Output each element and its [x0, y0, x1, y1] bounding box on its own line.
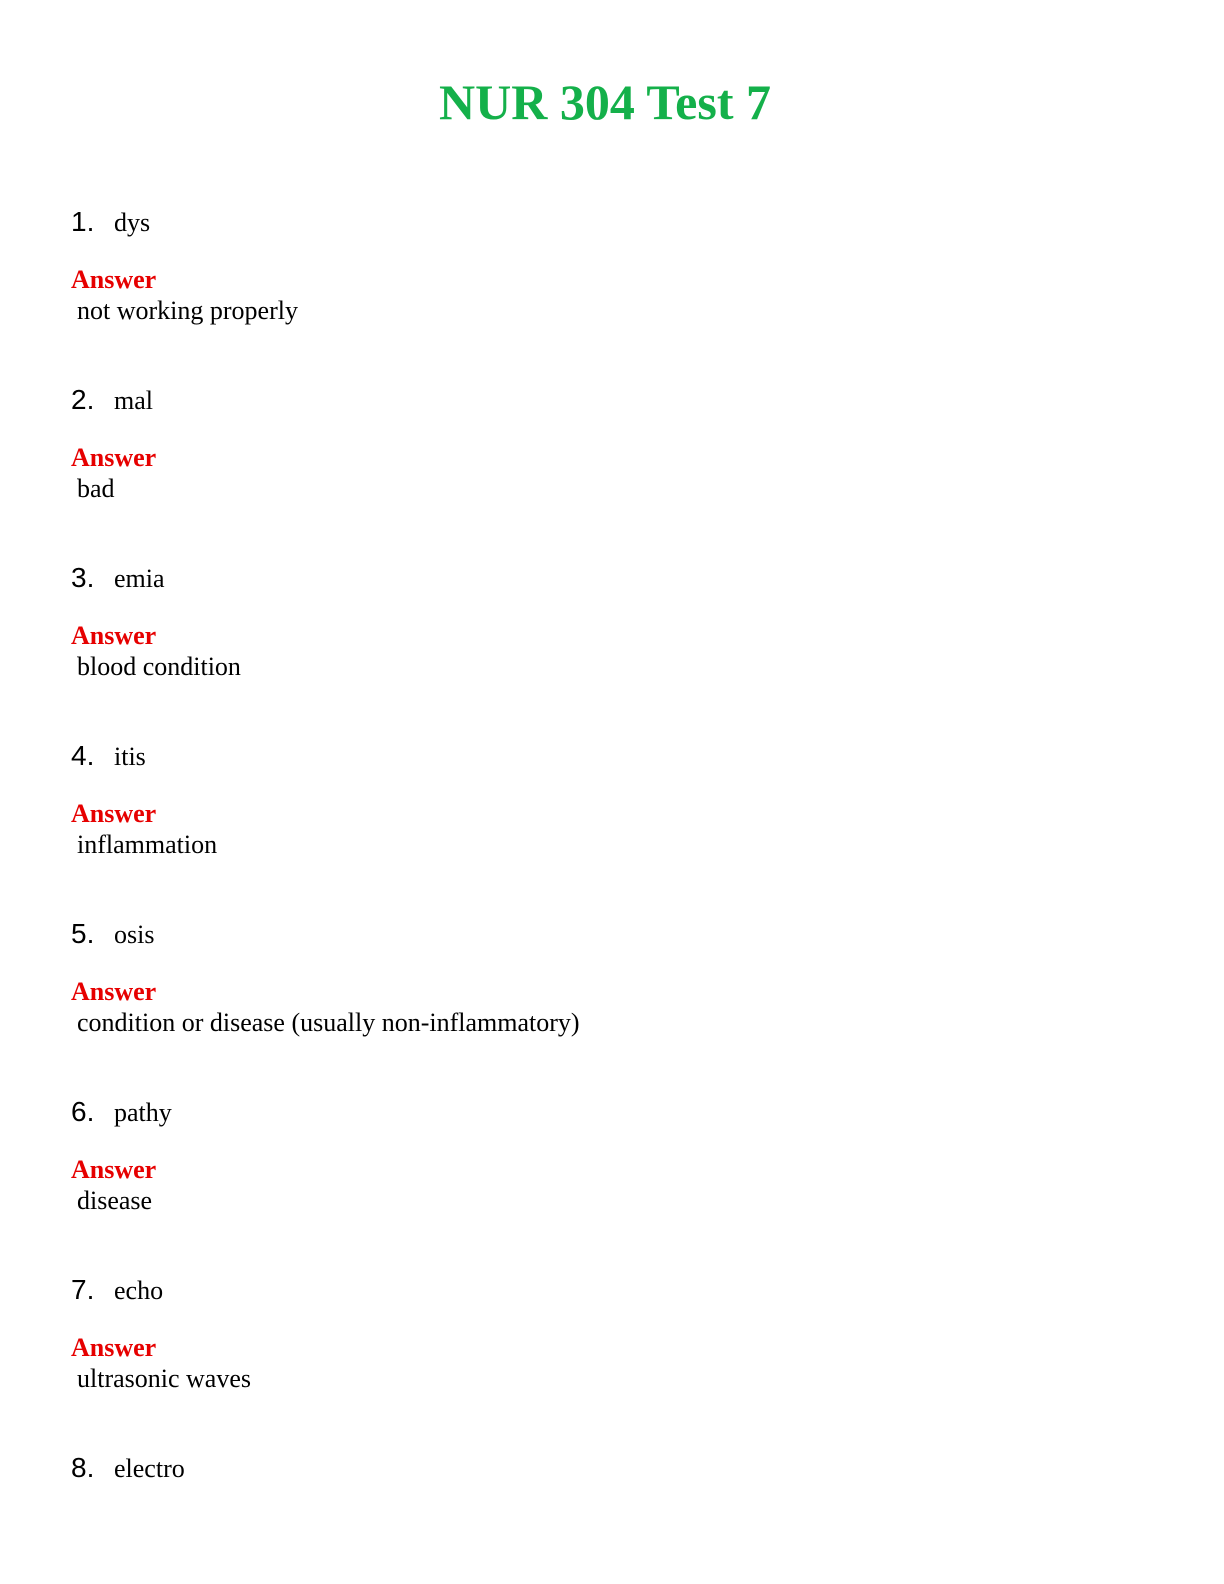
- question-number: 7.: [71, 1274, 95, 1305]
- question-line: [71, 736, 1171, 776]
- question-number: 8.: [71, 1452, 95, 1483]
- question-term: dys: [114, 208, 151, 237]
- question-item-2: [71, 380, 1171, 505]
- question-term: mal: [114, 386, 153, 415]
- question-line: [71, 1092, 1171, 1132]
- question-item-6: [71, 1092, 1171, 1217]
- question-item-1: [71, 202, 1171, 327]
- question-term: itis: [114, 742, 146, 771]
- question-number: 1.: [71, 206, 95, 237]
- question-item-5: [71, 914, 1171, 1039]
- question-number: 6.: [71, 1096, 95, 1127]
- question-item-4: [71, 736, 1171, 861]
- question-number: 4.: [71, 740, 95, 771]
- answer-text: bad: [77, 474, 115, 503]
- question-line: [71, 380, 1171, 420]
- question-line: [71, 202, 1171, 242]
- answer-label: Answer: [71, 265, 157, 294]
- page-title: NUR 304 Test 7: [439, 74, 771, 130]
- question-number: 3.: [71, 562, 95, 593]
- question-term: pathy: [114, 1098, 172, 1127]
- question-term: echo: [114, 1276, 164, 1305]
- question-number: 5.: [71, 918, 95, 949]
- question-number: 2.: [71, 384, 95, 415]
- question-item-3: [71, 558, 1171, 683]
- question-term: emia: [114, 564, 165, 593]
- question-item-8: [71, 1448, 1171, 1488]
- answer-label: Answer: [71, 977, 157, 1006]
- answer-text: inflammation: [77, 830, 218, 859]
- answer-label: Answer: [71, 799, 157, 828]
- question-term: electro: [114, 1454, 185, 1483]
- answer-text: blood condition: [77, 652, 241, 681]
- answer-label: Answer: [71, 443, 157, 472]
- answer-text: disease: [77, 1186, 153, 1215]
- question-term: osis: [114, 920, 155, 949]
- question-line: [71, 914, 1171, 954]
- question-line: [71, 558, 1171, 598]
- question-line: [71, 1270, 1171, 1310]
- answer-label: Answer: [71, 1333, 157, 1362]
- answer-text: not working properly: [77, 296, 298, 325]
- answer-label: Answer: [71, 1155, 157, 1184]
- question-item-7: [71, 1270, 1171, 1395]
- answer-text: ultrasonic waves: [77, 1364, 252, 1393]
- answer-label: Answer: [71, 621, 157, 650]
- answer-text: condition or disease (usually non-inflammatory): [77, 1008, 580, 1037]
- question-line: [71, 1448, 1171, 1488]
